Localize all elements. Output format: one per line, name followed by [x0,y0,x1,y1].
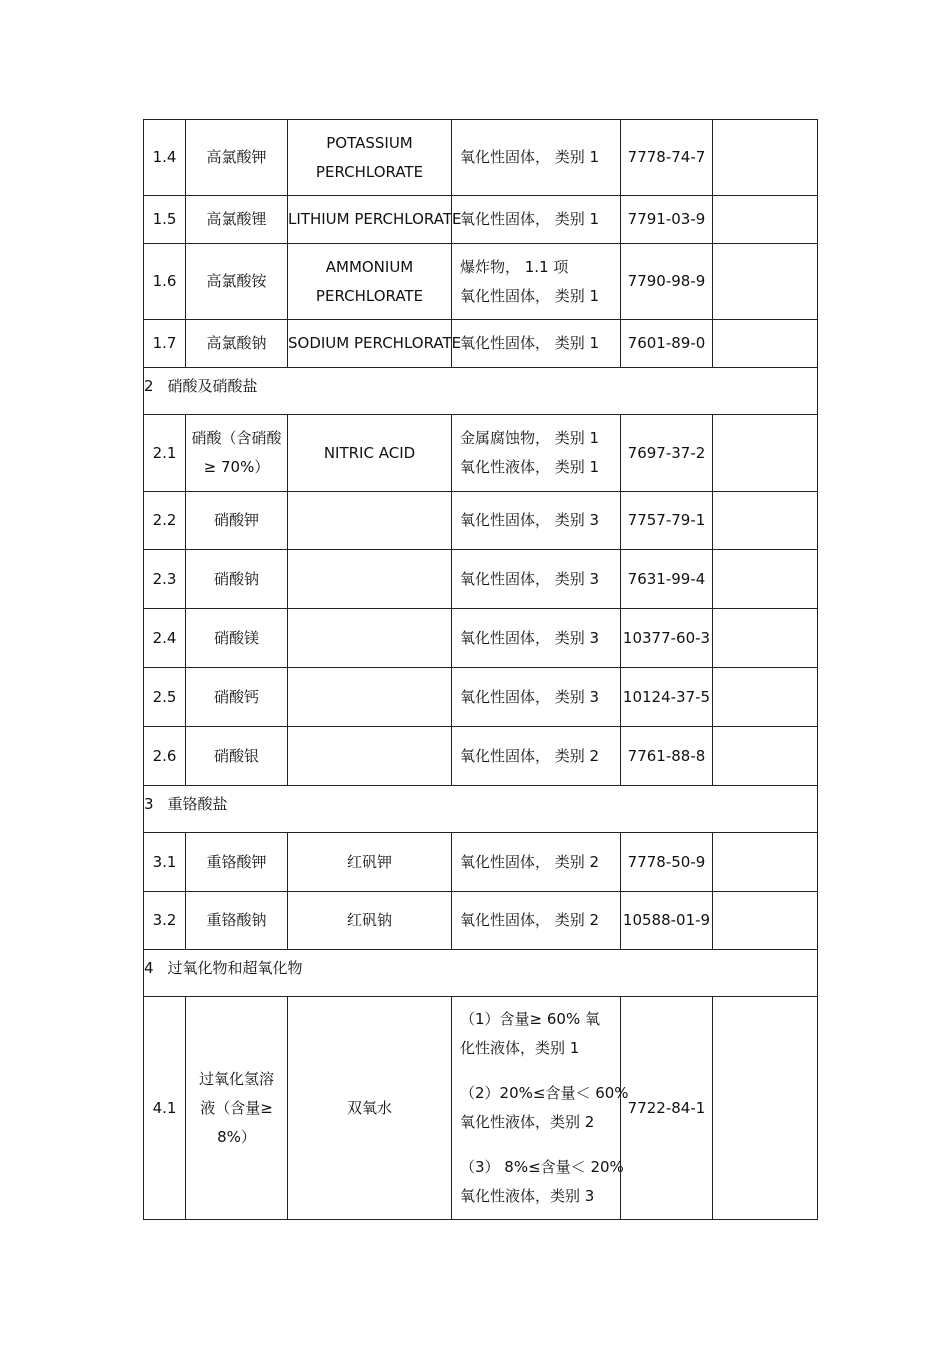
cell-line: 硝酸（含硝酸 [191,429,282,447]
table-row [144,833,818,892]
remarks-cell [713,668,818,727]
item-number: 1.5 [144,196,186,244]
table-row [144,727,818,786]
cell-line: 金属腐蚀物， 类别 1 [460,429,600,447]
cell-line: LITHIUM PERCHLORATE [288,210,462,228]
cell-line: 硝酸钾 [213,511,259,529]
cell-line: 重铬酸钠 [206,911,267,929]
chinese-name [186,492,288,550]
item-number: 3.1 [144,833,186,892]
section-title: 硝酸及硝酸盐 [167,377,258,395]
alias-name [288,492,452,550]
cell-line: 8%） [217,1127,256,1146]
cell-line: 氧化性液体，类别 3 [460,1187,595,1205]
hazard-class [452,609,621,668]
cell-line: 氧化性固体， 类别 3 [460,511,600,529]
cell-line: 氧化性液体， 类别 1 [460,458,600,476]
table-row [144,492,818,550]
cas-number: 7601-89-0 [621,320,713,368]
alias-name [288,892,452,950]
alias-name [288,320,462,368]
cas-number: 7697-37-2 [621,415,713,492]
chinese-name [186,415,288,492]
item-number: 3.2 [144,892,186,950]
hazard-class [452,320,621,368]
cell-line: 化性液体，类别 1 [460,1039,580,1057]
cas-number: 7790-98-9 [621,244,713,320]
item-number: 2.1 [144,415,186,492]
table-row [144,892,818,950]
chinese-name [186,997,288,1220]
hazard-class [452,550,621,609]
cell-line: 硝酸钙 [213,687,259,706]
remarks-cell [713,415,818,492]
remarks-cell [713,892,818,950]
chinese-name [186,609,288,668]
alias-name [288,833,452,892]
line-gap [460,1137,620,1153]
remarks-cell [713,120,818,196]
table-row [144,244,818,320]
table-row [144,668,818,727]
section-number: 3 [144,795,154,813]
cell-line: 氧化性固体， 类别 1 [460,334,600,352]
hazard-class [452,120,621,196]
hazard-class [452,997,629,1220]
cell-line: 硝酸镁 [213,628,259,647]
item-number: 2.4 [144,609,186,668]
table-row [144,415,818,492]
chinese-name [186,833,288,892]
chinese-name [186,727,288,786]
table-row [144,320,818,368]
cell-line: （1）含量≥ 60% 氧 [460,1010,600,1028]
cas-number: 7761-88-8 [621,727,713,786]
hazard-class [452,833,621,892]
cell-line: 氧化性固体， 类别 3 [460,628,600,647]
cell-line: （2）20%≤含量＜ 60% [460,1084,629,1102]
section-title: 重铬酸盐 [167,795,228,813]
cell-line: 硝酸钠 [213,569,259,588]
cas-number: 7722-84-1 [621,997,713,1220]
cell-line: 氧化性固体， 类别 1 [460,210,600,228]
cell-line: PERCHLORATE [315,162,424,181]
item-number: 2.3 [144,550,186,609]
cell-line: PERCHLORATE [315,286,424,305]
table-row [144,997,818,1220]
chinese-name [186,550,288,609]
remarks-cell [713,727,818,786]
alias-name [288,668,452,727]
remarks-cell [713,550,818,609]
chemical-table [143,119,818,1220]
table-row [144,196,818,244]
cell-line: 双氧水 [346,1098,392,1117]
table-row [144,550,818,609]
remarks-cell [713,244,818,320]
cell-line: 氧化性固体， 类别 2 [460,852,600,871]
table-row [144,609,818,668]
cas-number: 10588-01-9 [621,892,713,950]
remarks-cell [713,196,818,244]
cell-line: 氧化性固体， 类别 1 [460,286,600,305]
remarks-cell [713,320,818,368]
cell-line: 氧化性固体， 类别 3 [460,687,600,706]
alias-name [288,244,452,320]
alias-name [288,727,452,786]
cell-line: ≥ 70%） [203,458,270,476]
remarks-cell [713,833,818,892]
alias-name [288,609,452,668]
cell-line: 重铬酸钾 [206,852,267,871]
chinese-name [186,320,288,368]
section-row [144,950,818,997]
table-body [144,120,818,1220]
item-number: 1.6 [144,244,186,320]
table-row [144,120,818,196]
cell-line: AMMONIUM [325,257,414,276]
cell-line: 氧化性固体， 类别 1 [460,148,600,166]
cell-line: 爆炸物， 1.1 项 [460,257,569,276]
cas-number: 10377-60-3 [621,609,713,668]
remarks-cell [713,492,818,550]
chinese-name [186,892,288,950]
cell-line: NITRIC ACID [323,443,416,462]
alias-name [288,196,462,244]
cell-line: （3） 8%≤含量＜ 20% [460,1158,624,1176]
hazard-class [452,196,621,244]
chinese-name [186,244,288,320]
remarks-cell [713,609,818,668]
cell-line: 氧化性固体， 类别 3 [460,569,600,588]
item-number: 2.5 [144,668,186,727]
cell-line: 硝酸银 [213,746,259,765]
cell-line: 高氯酸钠 [206,334,267,352]
cell-line: 过氧化氢溶 [198,1069,274,1088]
cas-number: 7778-74-7 [621,120,713,196]
alias-name [288,997,452,1220]
section-header [144,368,818,415]
hazard-class [452,668,621,727]
cell-line: 高氯酸钾 [206,148,267,166]
cell-line: 氧化性液体，类别 2 [460,1113,595,1131]
item-number: 4.1 [144,997,186,1220]
hazard-class [452,727,621,786]
chinese-name [186,120,288,196]
cas-number: 7791-03-9 [621,196,713,244]
section-number: 2 [144,377,154,395]
cell-line: 红矾钠 [346,911,392,929]
item-number: 1.7 [144,320,186,368]
cell-line: 红矾钾 [346,852,392,871]
alias-name [288,120,452,196]
section-number: 4 [144,959,154,977]
cell-line: 液（含量≥ [200,1098,273,1117]
line-gap [460,1063,620,1079]
cell-line: 氧化性固体， 类别 2 [460,911,600,929]
item-number: 1.4 [144,120,186,196]
cell-line: POTASSIUM [326,133,413,152]
cell-line: 氧化性固体， 类别 2 [460,746,600,765]
cas-number: 7757-79-1 [621,492,713,550]
item-number: 2.2 [144,492,186,550]
item-number: 2.6 [144,727,186,786]
cas-number: 7631-99-4 [621,550,713,609]
cell-line: 高氯酸锂 [206,210,267,228]
cell-line: 高氯酸铵 [206,272,267,290]
chinese-name [186,196,288,244]
hazard-class [452,244,621,320]
alias-name [288,415,452,492]
hazard-class [452,892,621,950]
cas-number: 10124-37-5 [621,668,713,727]
hazard-class [452,492,621,550]
section-header [144,786,818,833]
section-row [144,368,818,415]
section-header [144,950,818,997]
cell-line: SODIUM PERCHLORATE [288,334,462,352]
section-row [144,786,818,833]
cas-number: 7778-50-9 [621,833,713,892]
hazard-class [452,415,621,492]
remarks-cell [713,997,818,1220]
alias-name [288,550,452,609]
chinese-name [186,668,288,727]
section-title: 过氧化物和超氧化物 [167,959,303,977]
